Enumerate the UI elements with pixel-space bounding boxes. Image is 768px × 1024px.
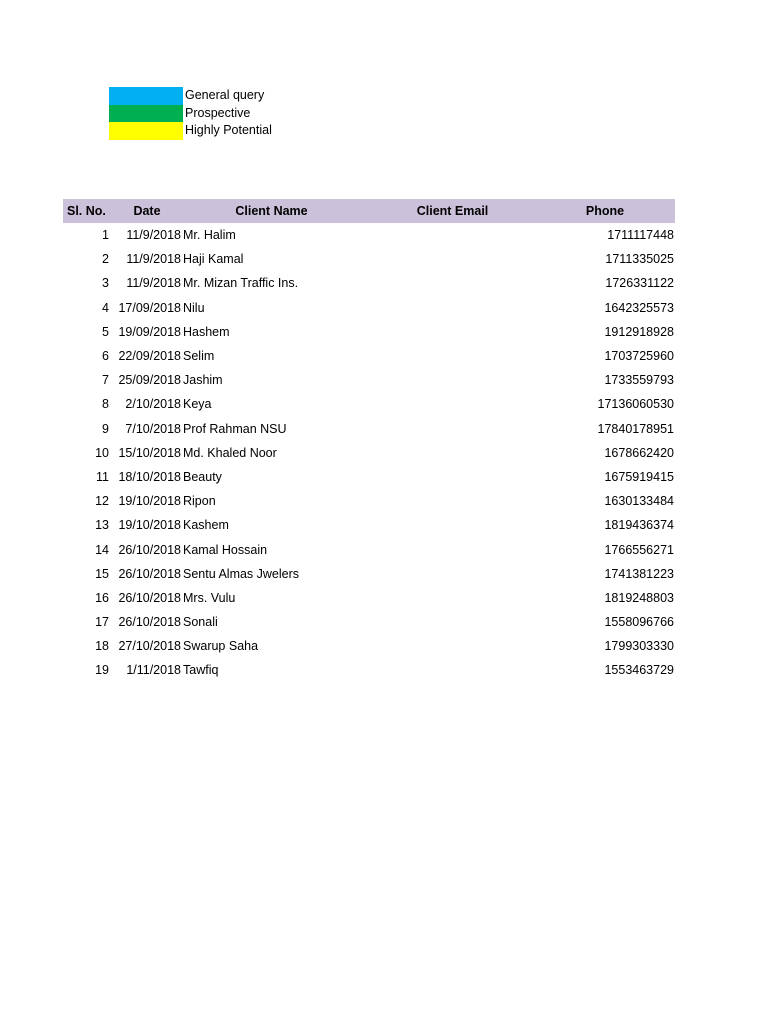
table-row bbox=[63, 271, 675, 295]
table-body bbox=[63, 223, 675, 683]
cell-sl-no: 9 bbox=[102, 421, 109, 436]
cell-sl-no: 5 bbox=[102, 324, 109, 339]
cell-sl-no: 16 bbox=[95, 590, 109, 605]
cell-phone: 1678662420 bbox=[604, 445, 674, 460]
cell-phone: 1766556271 bbox=[604, 542, 674, 557]
table-row bbox=[63, 658, 675, 682]
column-header-sl-no: Sl. No. bbox=[67, 204, 106, 218]
cell-client-name: Sentu Almas Jwelers bbox=[183, 566, 300, 581]
cell-client-name: Kashem bbox=[183, 518, 229, 533]
legend-label: Prospective bbox=[185, 105, 251, 120]
table-row bbox=[63, 417, 675, 441]
cell-date: 1/11/2018 bbox=[126, 663, 181, 678]
cell-date: 11/9/2018 bbox=[126, 228, 181, 243]
cell-client-name: Swarup Saha bbox=[183, 639, 259, 654]
cell-date: 19/09/2018 bbox=[118, 324, 181, 339]
column-header-phone: Phone bbox=[585, 204, 625, 218]
table-row bbox=[63, 247, 675, 271]
cell-phone: 1711335025 bbox=[605, 252, 674, 267]
cell-client-name: Kamal Hossain bbox=[183, 542, 268, 557]
cell-client-name: Tawfiq bbox=[183, 663, 219, 678]
cell-phone: 1912918928 bbox=[604, 324, 674, 339]
cell-date: 2/10/2018 bbox=[125, 397, 181, 412]
table-header bbox=[63, 199, 675, 223]
cell-phone: 1703725960 bbox=[604, 349, 674, 364]
cell-date: 19/10/2018 bbox=[118, 494, 181, 509]
cell-date: 17/09/2018 bbox=[118, 300, 181, 315]
cell-sl-no: 13 bbox=[95, 518, 109, 533]
cell-phone: 1733559793 bbox=[604, 373, 674, 388]
cell-sl-no: 3 bbox=[102, 276, 109, 291]
cell-date: 26/10/2018 bbox=[118, 615, 181, 630]
color-legend bbox=[109, 87, 272, 140]
cell-client-name: Jashim bbox=[183, 373, 223, 388]
cell-phone: 1741381223 bbox=[604, 566, 674, 581]
table-row bbox=[63, 223, 675, 247]
cell-date: 26/10/2018 bbox=[118, 542, 181, 557]
cell-client-name: Mr. Mizan Traffic Ins. bbox=[183, 276, 299, 291]
cell-sl-no: 2 bbox=[102, 252, 109, 267]
legend-swatch-highly-potential bbox=[109, 122, 183, 140]
table-row bbox=[63, 344, 675, 368]
legend-item-general-query bbox=[109, 87, 272, 105]
cell-sl-no: 7 bbox=[102, 373, 109, 388]
cell-client-name: Nilu bbox=[183, 300, 205, 315]
cell-date: 11/9/2018 bbox=[126, 276, 181, 291]
column-header-client-email: Client Email bbox=[416, 204, 489, 218]
table-row bbox=[63, 562, 675, 586]
cell-phone: 1726331122 bbox=[605, 276, 674, 291]
cell-sl-no: 8 bbox=[102, 397, 109, 412]
cell-phone: 1819436374 bbox=[604, 518, 674, 533]
cell-date: 27/10/2018 bbox=[118, 639, 181, 654]
cell-sl-no: 6 bbox=[102, 349, 109, 364]
cell-phone: 1675919415 bbox=[604, 469, 674, 484]
cell-date: 19/10/2018 bbox=[118, 518, 181, 533]
table-row bbox=[63, 441, 675, 465]
client-table bbox=[63, 199, 675, 683]
table-row bbox=[63, 392, 675, 416]
cell-sl-no: 17 bbox=[95, 615, 109, 630]
cell-sl-no: 4 bbox=[102, 300, 109, 315]
cell-sl-no: 11 bbox=[96, 469, 109, 484]
cell-sl-no: 12 bbox=[95, 494, 109, 509]
cell-client-name: Selim bbox=[183, 349, 215, 364]
cell-phone: 1558096766 bbox=[604, 615, 674, 630]
legend-swatch-prospective bbox=[109, 105, 183, 123]
table-row bbox=[63, 368, 675, 392]
table-row bbox=[63, 634, 675, 658]
cell-client-name: Md. Khaled Noor bbox=[183, 445, 277, 460]
table-row bbox=[63, 465, 675, 489]
cell-client-name: Mr. Halim bbox=[183, 228, 236, 243]
legend-label: Highly Potential bbox=[185, 123, 272, 137]
cell-date: 18/10/2018 bbox=[118, 469, 181, 484]
cell-client-name: Prof Rahman NSU bbox=[183, 421, 287, 436]
cell-phone: 1630133484 bbox=[604, 494, 674, 509]
cell-phone: 1553463729 bbox=[604, 663, 674, 678]
column-header-client-name: Client Name bbox=[235, 204, 308, 218]
table-row bbox=[63, 320, 675, 344]
cell-sl-no: 1 bbox=[102, 228, 109, 243]
column-header-date: Date bbox=[133, 204, 161, 218]
cell-sl-no: 15 bbox=[95, 566, 109, 581]
legend-item-highly-potential bbox=[109, 122, 272, 140]
cell-date: 15/10/2018 bbox=[118, 445, 181, 460]
cell-phone: 1819248803 bbox=[604, 590, 674, 605]
cell-phone: 1642325573 bbox=[604, 300, 674, 315]
cell-sl-no: 10 bbox=[95, 445, 109, 460]
cell-sl-no: 18 bbox=[95, 639, 109, 654]
cell-date: 26/10/2018 bbox=[118, 590, 181, 605]
cell-phone: 1799303330 bbox=[604, 639, 674, 654]
cell-date: 7/10/2018 bbox=[125, 421, 181, 436]
cell-date: 25/09/2018 bbox=[118, 373, 181, 388]
cell-sl-no: 14 bbox=[95, 542, 109, 557]
cell-client-name: Hashem bbox=[183, 324, 230, 339]
cell-client-name: Keya bbox=[183, 397, 212, 412]
cell-client-name: Haji Kamal bbox=[183, 252, 244, 267]
cell-phone: 17136060530 bbox=[597, 397, 674, 412]
legend-label: General query bbox=[185, 88, 265, 102]
table-row bbox=[63, 513, 675, 537]
table-row bbox=[63, 296, 675, 320]
cell-date: 22/09/2018 bbox=[118, 349, 181, 364]
table-row bbox=[63, 489, 675, 513]
table-row bbox=[63, 610, 675, 634]
cell-phone: 17840178951 bbox=[597, 421, 674, 436]
table-row bbox=[63, 586, 675, 610]
legend-item-prospective bbox=[109, 105, 272, 123]
cell-sl-no: 19 bbox=[95, 663, 109, 678]
table-row bbox=[63, 537, 675, 561]
cell-client-name: Sonali bbox=[183, 615, 218, 630]
cell-phone: 1711117448 bbox=[607, 228, 674, 243]
cell-client-name: Beauty bbox=[183, 469, 222, 484]
cell-date: 11/9/2018 bbox=[126, 252, 181, 267]
cell-client-name: Ripon bbox=[183, 494, 216, 509]
cell-client-name: Mrs. Vulu bbox=[183, 590, 236, 605]
cell-date: 26/10/2018 bbox=[118, 566, 181, 581]
legend-swatch-general-query bbox=[109, 87, 183, 105]
